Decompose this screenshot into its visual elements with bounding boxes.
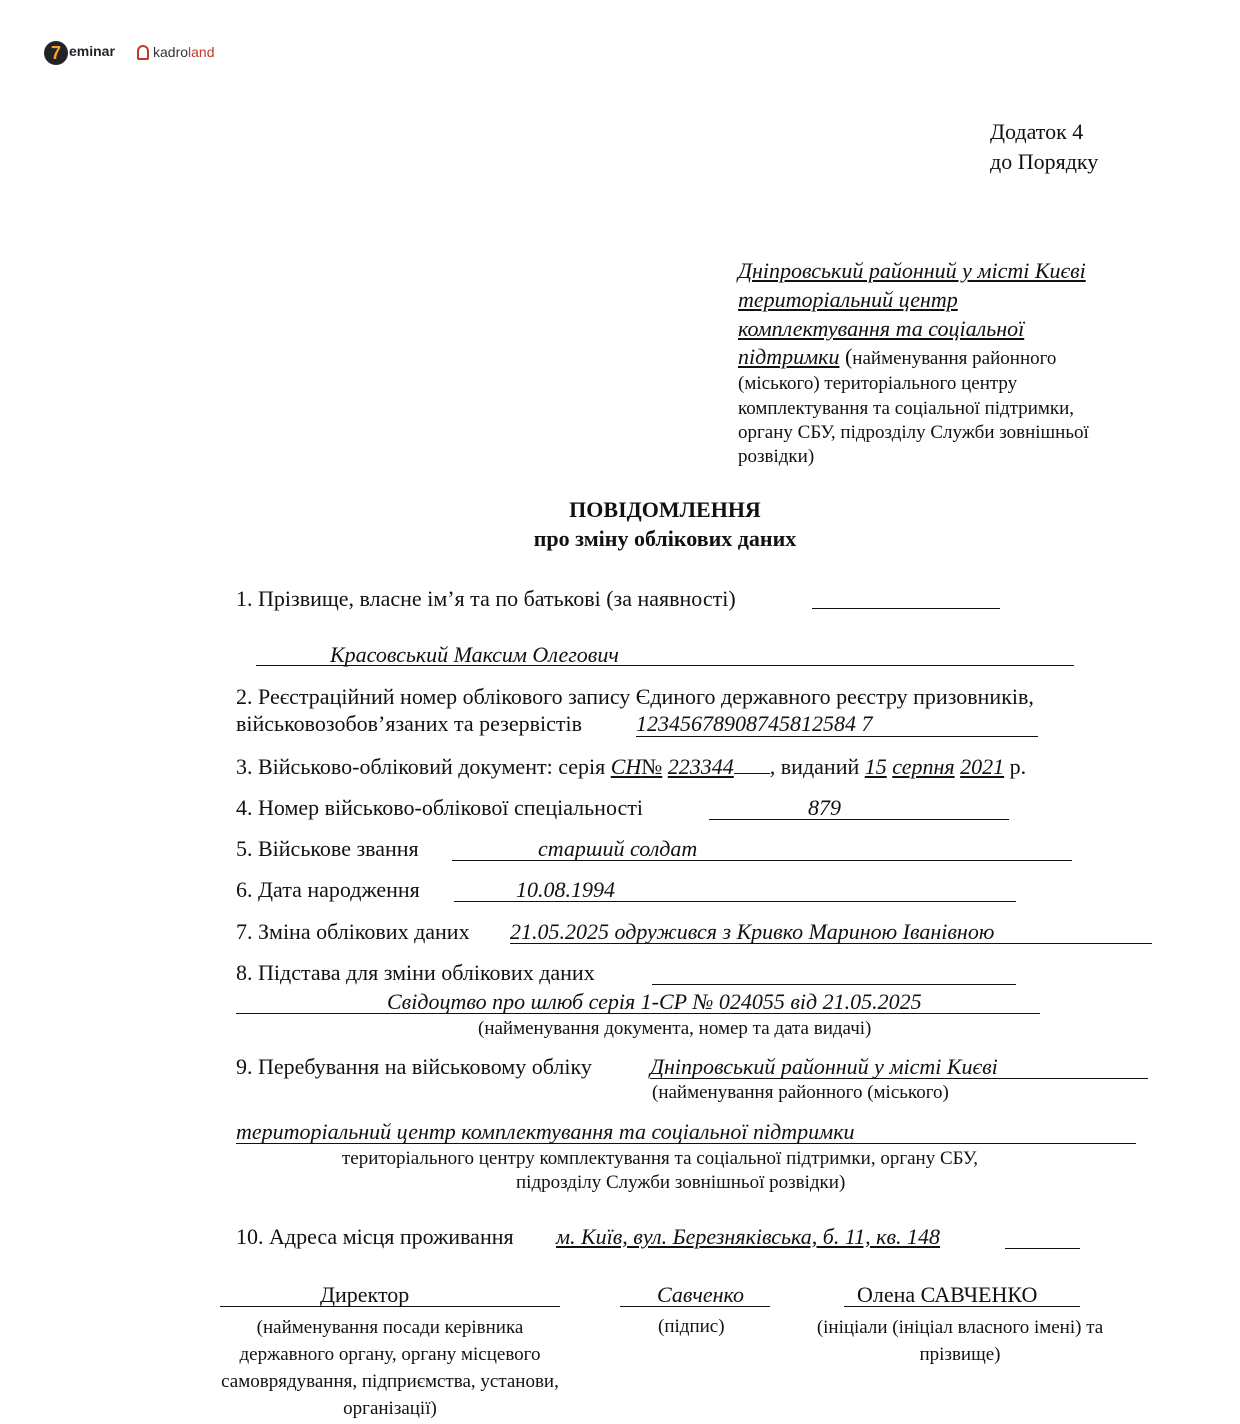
field-3-label: 3. Військово-обліковий документ: серія bbox=[236, 754, 606, 779]
field-1-value: Красовський Максим Олегович bbox=[330, 642, 619, 667]
signature-name-caption bbox=[790, 1314, 1130, 1368]
kadroland-logo-text-2: land bbox=[188, 44, 215, 60]
field-9-caption-2-line-1: територіального центру комплектування та соціальної підтримки, органу СБУ, bbox=[342, 1148, 978, 1169]
field-2-label-line-1: 2. Реєстраційний номер облікового запису Єдиного державного реєстру призовників, bbox=[236, 684, 1034, 709]
field-6-value: 10.08.1994 bbox=[516, 877, 615, 902]
signature-position-caption-line-3: самоврядування, підприємства, установи, bbox=[221, 1371, 559, 1392]
appendix-line-2: до Порядку bbox=[990, 149, 1099, 174]
appendix-line-1: Додаток 4 bbox=[990, 119, 1084, 144]
field-2-label-line-2: військовозобов’язаних та резервістів bbox=[236, 711, 582, 736]
field-7-value: 21.05.2025 одружився з Кривко Мариною Іванівною bbox=[510, 919, 995, 944]
field-9-value-1: Дніпровський районний у місті Києві bbox=[650, 1054, 998, 1079]
document-title: ПОВІДОМЛЕННЯ bbox=[569, 497, 761, 522]
addressee-name-line-4-row bbox=[738, 344, 1056, 371]
kadroland-logo-icon bbox=[137, 45, 149, 60]
signature-position: Директор bbox=[320, 1282, 410, 1307]
signature-sign-caption: (підпис) bbox=[658, 1316, 725, 1337]
addressee-caption-line-1: найменування районного bbox=[852, 348, 1057, 369]
addressee-caption-line-2: (міського) територіального центру bbox=[738, 373, 1018, 394]
signature-name: Олена САВЧЕНКО bbox=[857, 1282, 1038, 1307]
kadroland-logo-text-1: kadro bbox=[153, 44, 189, 60]
field-3-issued-label: , виданий bbox=[769, 754, 860, 779]
addressee-caption-line-4: органу СБУ, підрозділу Служби зовнішньої bbox=[738, 422, 1089, 443]
signature-name-caption-line-2: прізвище) bbox=[919, 1344, 1001, 1365]
seminar-logo-text: eminar bbox=[69, 43, 115, 59]
field-4-label: 4. Номер військово-облікової спеціальності bbox=[236, 795, 643, 820]
addressee-name-line-4: підтримки bbox=[738, 344, 840, 369]
field-1-blank bbox=[812, 608, 1000, 609]
field-2-value-line bbox=[636, 736, 1038, 737]
field-3-year: 2021 bbox=[960, 754, 1005, 779]
signature-position-caption-line-4: організації) bbox=[343, 1398, 437, 1419]
field-8-caption: (найменування документа, номер та дата видачі) bbox=[478, 1018, 872, 1039]
addressee-caption-line-3: комплектування та соціальної підтримки, bbox=[738, 398, 1075, 419]
field-3-day: 15 bbox=[864, 754, 887, 779]
addressee-name-line-3: комплектування та соціальної bbox=[738, 316, 1025, 341]
field-10-blank bbox=[1005, 1248, 1080, 1249]
field-4-value-line bbox=[709, 819, 1009, 820]
field-10-label: 10. Адреса місця проживання bbox=[236, 1224, 514, 1249]
field-3-row bbox=[236, 754, 1026, 780]
field-9-value-2: територіальний центр комплектування та соціальної підтримки bbox=[236, 1119, 855, 1144]
field-8-label: 8. Підстава для зміни облікових даних bbox=[236, 960, 595, 985]
signature-name-caption-line-1: (ініціали (ініціал власного імені) та bbox=[816, 1317, 1104, 1338]
seminar-logo-icon: 7 bbox=[44, 41, 68, 65]
field-6-label: 6. Дата народження bbox=[236, 877, 420, 902]
signature-position-caption-line-2: державного органу, органу місцевого bbox=[239, 1344, 541, 1365]
field-4-value: 879 bbox=[808, 795, 841, 820]
document-subtitle: про зміну облікових даних bbox=[533, 526, 797, 551]
field-9-label: 9. Перебування на військовому обліку bbox=[236, 1054, 592, 1079]
field-10-value: м. Київ, вул. Березняківська, б. 11, кв. 148 bbox=[556, 1224, 941, 1249]
field-3-number-blank bbox=[734, 755, 770, 774]
addressee-name-line-1: Дніпровський районний у місті Києві bbox=[738, 258, 1086, 283]
field-9-caption-1: (найменування районного (міського) bbox=[652, 1082, 949, 1103]
field-5-label: 5. Військове звання bbox=[236, 836, 419, 861]
addressee-name-line-2: територіальний центр bbox=[738, 287, 958, 312]
addressee-caption-line-5: розвідки) bbox=[738, 446, 815, 467]
field-8-value: Свідоцтво про шлюб серія 1-СР № 024055 від 21.05.2025 bbox=[387, 989, 922, 1014]
signature-sign: Савченко bbox=[657, 1282, 745, 1307]
field-7-label: 7. Зміна облікових даних bbox=[236, 919, 470, 944]
field-8-blank bbox=[652, 984, 1016, 985]
signature-position-caption-line-1: (найменування посади керівника bbox=[256, 1317, 524, 1338]
addressee-caption-open: ( bbox=[839, 344, 853, 369]
field-5-value: старший солдат bbox=[538, 836, 698, 861]
field-1-label: 1. Прізвище, власне ім’я та по батькові (за наявності) bbox=[236, 586, 736, 611]
field-3-number: 223344 bbox=[667, 754, 734, 779]
field-3-number-sign: № bbox=[641, 754, 663, 779]
field-3-series: СН bbox=[610, 754, 642, 779]
field-3-year-suffix: р. bbox=[1009, 754, 1027, 779]
field-2-value: 12345678908745812584 7 bbox=[636, 711, 873, 736]
signature-position-caption bbox=[190, 1314, 590, 1422]
field-3-month: серпня bbox=[892, 754, 955, 779]
field-9-caption-2-line-2: підрозділу Служби зовнішньої розвідки) bbox=[516, 1172, 846, 1193]
kadroland-logo bbox=[137, 44, 215, 60]
